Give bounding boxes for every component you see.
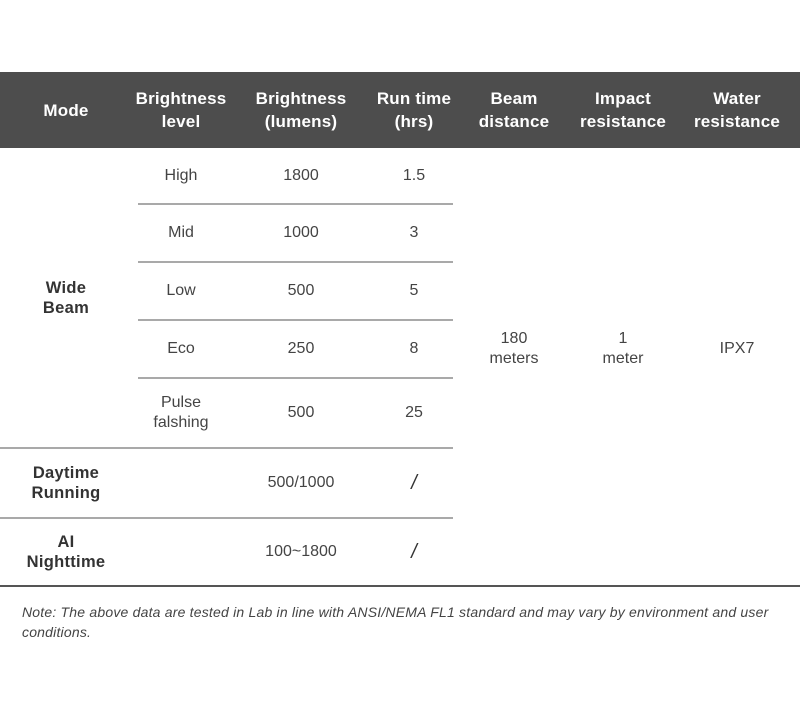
lumens-cell: 500 bbox=[287, 404, 315, 421]
mode-daytime-running: Daytime Running bbox=[31, 464, 101, 502]
lumens-cell: 500/1000 bbox=[267, 474, 335, 491]
level-cell: Pulse falshing bbox=[153, 394, 209, 431]
footnote: Note: The above data are tested in Lab in line with ANSI/NEMA FL1 standard and may vary by environment and user conditions. bbox=[22, 604, 769, 640]
header-brightness-lumens: Brightness (lumens) bbox=[255, 89, 347, 131]
table-header bbox=[0, 72, 800, 148]
header-run-time: Run time (hrs) bbox=[376, 89, 452, 131]
runtime-cell: 5 bbox=[409, 282, 419, 299]
runtime-cell: 3 bbox=[409, 224, 419, 241]
lumens-cell: 250 bbox=[287, 340, 315, 357]
mode-ai-nighttime: AI Nighttime bbox=[26, 533, 106, 571]
runtime-cell: / bbox=[411, 541, 417, 563]
runtime-cell: 1.5 bbox=[402, 167, 426, 184]
beam-distance-value: 180 meters bbox=[489, 330, 539, 367]
level-cell: High bbox=[164, 167, 198, 184]
header-beam-distance: Beam distance bbox=[478, 89, 550, 131]
runtime-cell: 25 bbox=[405, 404, 423, 421]
table-bottom-border bbox=[0, 585, 800, 587]
lumens-cell: 1800 bbox=[283, 167, 319, 184]
header-impact-resistance: Impact resistance bbox=[579, 89, 667, 131]
level-cell: Low bbox=[166, 282, 196, 299]
water-resistance-value: IPX7 bbox=[719, 340, 755, 357]
level-cell: Eco bbox=[167, 340, 195, 357]
runtime-cell: 8 bbox=[409, 340, 419, 357]
impact-resistance-value: 1 meter bbox=[602, 330, 644, 367]
runtime-cell: / bbox=[411, 472, 417, 494]
lumens-cell: 100~1800 bbox=[265, 543, 337, 560]
mode-wide-beam: Wide Beam bbox=[42, 279, 90, 317]
header-water-resistance: Water resistance bbox=[693, 89, 781, 131]
header-mode: Mode bbox=[43, 100, 89, 120]
header-brightness-level: Brightness level bbox=[135, 89, 227, 131]
level-cell: Mid bbox=[168, 224, 194, 241]
lumens-cell: 500 bbox=[287, 282, 315, 299]
lumens-cell: 1000 bbox=[283, 224, 319, 241]
